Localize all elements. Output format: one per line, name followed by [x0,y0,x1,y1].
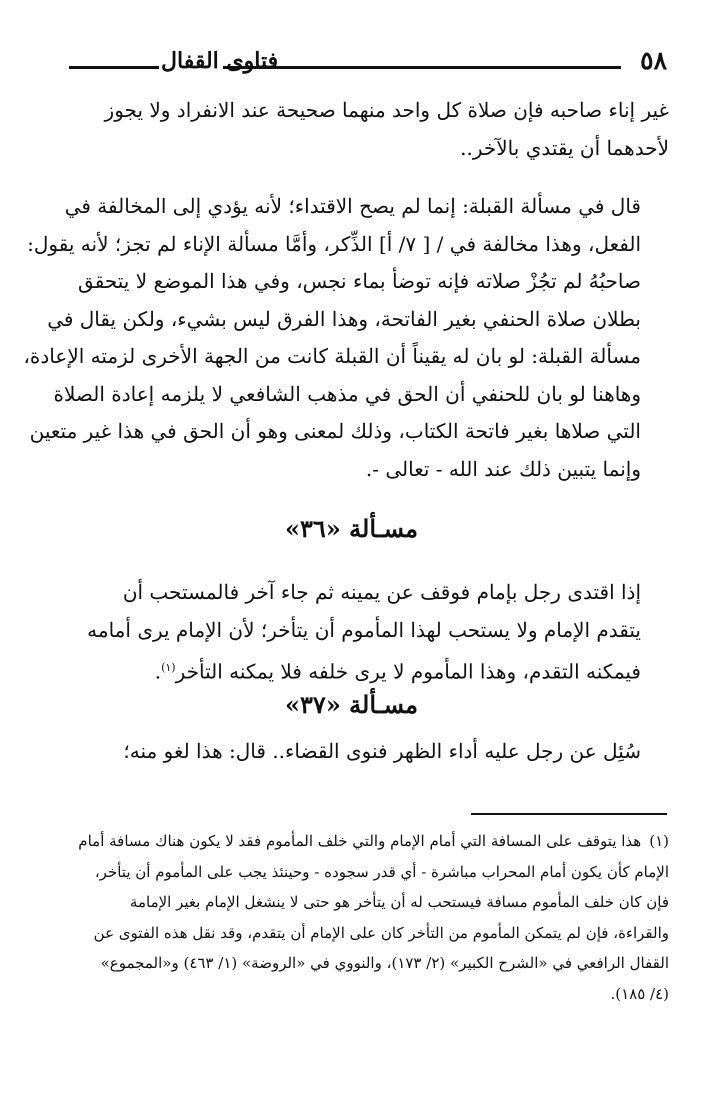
paragraph-2 [23,188,669,488]
text-line: إذا اقتدى رجل بإمام فوقف عن يمينه ثم جاء آخر فالمستحب أن [122,580,641,604]
footnote-text: هذا يتوقف على المسافة التي أمام الإمام والتي خلف المأموم فقد لا يكون هناك مسافة أمام [78,832,642,850]
running-title: فتاوى القفال [161,48,279,74]
footnote [65,826,669,1009]
text-line: سُئِل عن رجل عليه أداء الظهر فنوى القضاء.. قال: هذا لغو منه؛ [123,739,641,763]
footnote-line: الإمام كأن يكون أمام المحراب مباشرة - أي قدر سجوده - وحينئذ يجب على المأموم أن يتأخر، [94,862,669,881]
footnote-reference[interactable]: (١) [161,661,176,674]
section-heading-37: مسـألة «٣٧» [285,690,418,719]
text-line: الفعل، وهذا مخالفة في / [ ٧/ أ] الذِّكر، وأمَّا مسألة الإناء لم تجز؛ لأنه يقول: [27,231,641,256]
footnote-line: فإن كان خلف المأموم مسافة فيستحب له أن يتأخر هو حتى لا ينشغل الإمام بغير الإمامة [129,893,669,911]
header-rule-short [69,66,159,69]
text-line: التي صلاها بغير فاتحة الكتاب، وذلك لمعنى وهو أن الحق في هذا غير متعين [29,419,641,443]
text-line: صاحبُهُ لم تجُزْ صلاته فإنه توضأ بماء نجس، وفي هذا الموضع لا يتحقق [78,269,641,293]
text-line: وإنما يتبين ذلك عند الله - تعالى -. [365,456,641,481]
text-segment: فيمكنه التقدم، وهذا المأموم لا يرى خلفه فلا يمكنه التأخر [175,659,641,684]
footnote-line: القفال الرافعي في «الشرح الكبير» (٢/ ١٧٣)، والنووي في «الروضة» (١/ ٤٦٣) و«المجموع» [100,954,669,972]
footnote-marker: (١) [649,832,669,850]
text-line: قال في مسألة القبلة: إنما لم يصح الاقتداء؛ لأنه يؤدي إلى المخالفة في [64,194,641,218]
text-period: . [154,659,162,684]
footnote-line [65,826,669,857]
text-line: مسألة القبلة: لو بان له يقيناً أن القبلة كانت من الجهة الأخرى لزمته الإعادة، [23,344,641,368]
paragraph-4 [65,733,669,771]
header-rule-long [223,66,621,69]
text-line: وهاهنا لو بان للحنفي أن الحق في مذهب الشافعي لا يلزمه إعادة الصلاة [53,381,641,406]
footnote-line: (٤/ ١٨٥). [610,984,669,1003]
footnote-separator [471,813,667,815]
text-line: بطلان صلاة الحنفي بغير الفاتحة، وهذا الفرق ليس بشيء، ولكن يقال في [47,306,641,331]
footnote-line: والقراءة، فإن لم يتمكن المأموم من التأخر كان على الإمام أن يتقدم، وقد نقل هذه الفتوى عن [93,923,669,942]
paragraph-3 [65,574,669,691]
section-heading-36: مسـألة «٣٦» [285,514,418,543]
text-line: لأحدهما أن يقتدي بالآخر.. [460,135,669,160]
text-line: يتقدم الإمام ولا يستحب لهذا المأموم أن يتأخر؛ لأن الإمام يرى أمامه [87,617,641,642]
text-line: غير إناء صاحبه فإن صلاة كل واحد منهما صحيحة عند الانفراد ولا يجوز [104,98,669,122]
page-header [69,44,667,84]
page-number: ٥٨ [640,46,667,75]
paragraph-1 [65,92,669,167]
text-line [65,649,669,691]
